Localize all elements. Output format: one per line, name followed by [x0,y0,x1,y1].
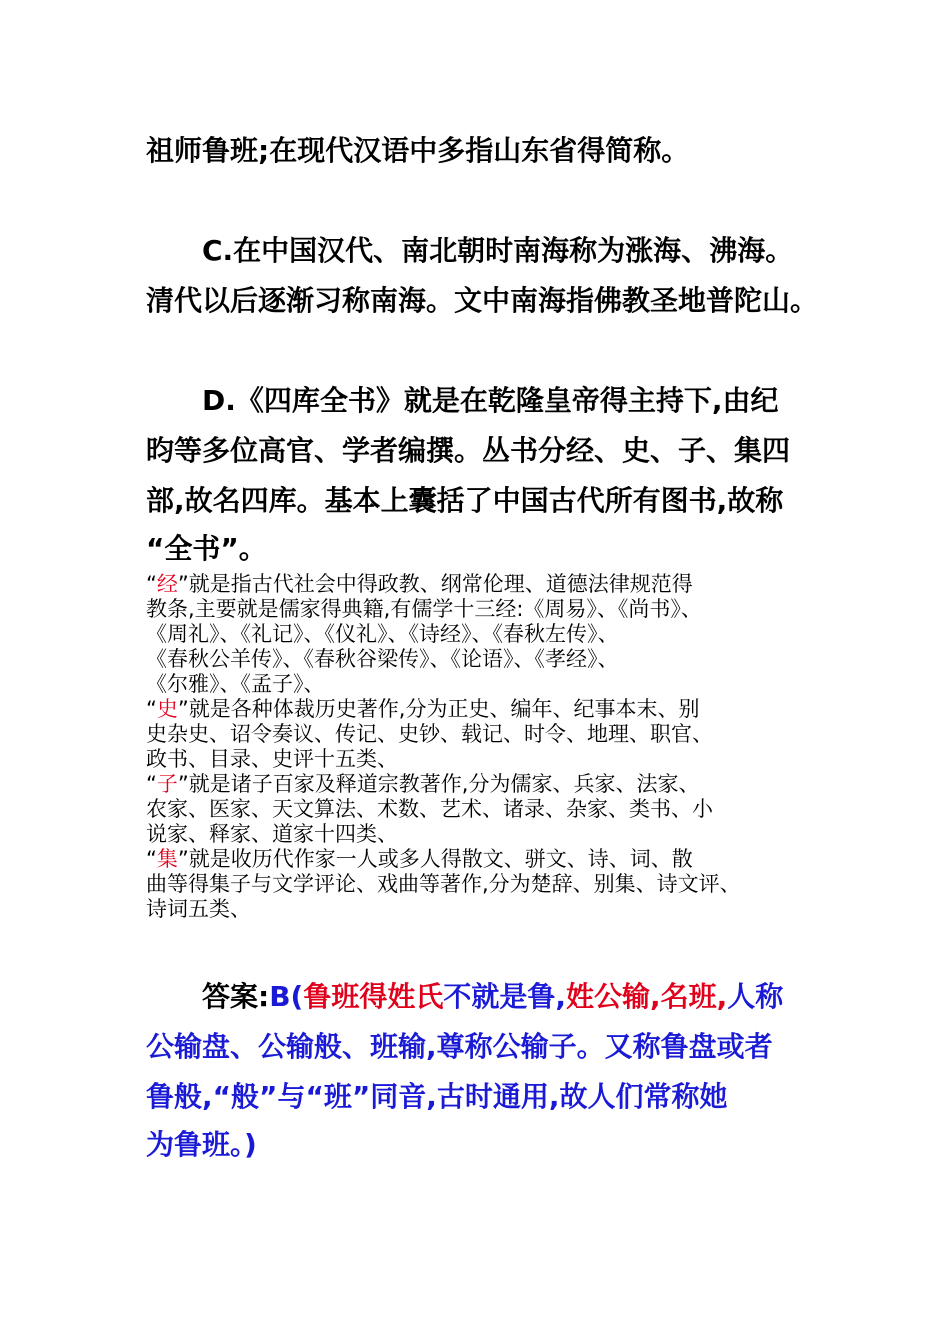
note-jing-line-5: 《尔雅》、《孟子》、 [146,672,325,696]
note-shi-line-1 [146,697,826,722]
note-ji-rest: ”就是收历代作家一人或多人得散文、骈文、诗、词、散 [177,847,693,871]
note-zi-open-quote: “ [146,772,157,796]
answer-line-4: 为鲁班。) [146,1128,257,1161]
note-jing-line-3: 《周礼》、《礼记》、《仪礼》、《诗经》、《春秋左传》、 [146,622,619,646]
note-jing-line-2: 教条,主要就是儒家得典籍,有儒学十三经:《周易》、《尚书》、 [146,597,702,621]
option-c-line-1 [146,226,826,276]
note-shi-open-quote: “ [146,697,157,721]
option-d-line-3: 部,故名四库。基本上囊括了中国古代所有图书,故称 [146,484,784,517]
note-jing-open-quote: “ [146,572,157,596]
answer-letter: B( [269,980,304,1013]
note-ji-line-3: 诗词五类、 [146,897,251,921]
note-zi-line-3: 说家、释家、道家十四类、 [146,822,398,846]
note-shi-rest: ”就是各种体裁历史著作,分为正史、编年、纪事本末、别 [177,697,700,721]
answer-line-1 [146,972,826,1022]
option-b-tail-line: 祖师鲁班;在现代汉语中多指山东省得简称。 [146,134,690,167]
answer-surname-phrase: 鲁班得姓氏 [303,980,444,1013]
note-shi-line-3: 政书、目录、史评十五类、 [146,747,398,771]
note-jing-line-4: 《春秋公羊传》、《春秋谷梁传》、《论语》、《孝经》、 [146,647,619,671]
answer-label: 答案: [202,980,270,1013]
note-zi-key: 子 [156,772,178,796]
answer-not-lu: 不就是鲁, [443,980,566,1013]
answer-name-phrase: 姓公输,名班, [566,980,728,1013]
note-jing-key: 经 [156,572,178,596]
note-shi-key: 史 [156,697,178,721]
option-d-line-1 [146,376,826,426]
note-zi-line-2: 农家、医家、天文算法、术数、艺术、诸录、杂家、类书、小 [146,797,713,821]
note-ji-key: 集 [156,847,178,871]
answer-line-3: 鲁般,“般”与“班”同音,古时通用,故人们常称她 [146,1080,728,1113]
note-jing-line-1 [146,572,826,597]
answer-called: 人称 [727,980,784,1013]
answer-line-2: 公输盘、公输般、班输,尊称公输子。又称鲁盘或者 [146,1030,773,1063]
note-shi-line-2: 史杂史、诏令奏议、传记、史钞、载记、时令、地理、职官、 [146,722,713,746]
option-c-line-2: 清代以后逐渐习称南海。文中南海指佛教圣地普陀山。 [146,284,819,317]
option-d-line-2: 昀等多位高官、学者编撰。丛书分经、史、子、集四 [146,434,791,467]
note-ji-line-2: 曲等得集子与文学评论、戏曲等著作,分为楚辞、别集、诗文评、 [146,872,741,896]
note-zi-rest: ”就是诸子百家及释道宗教著作,分为儒家、兵家、法家、 [177,772,700,796]
note-zi-line-1 [146,772,826,797]
option-d-text-1: D.《四库全书》就是在乾隆皇帝得主持下,由纪 [202,384,779,417]
note-ji-line-1 [146,847,826,872]
option-c-text-1: C.在中国汉代、南北朝时南海称为涨海、沸海。 [202,234,794,267]
note-ji-open-quote: “ [146,847,157,871]
note-jing-rest: ”就是指古代社会中得政教、纲常伦理、道德法律规范得 [177,572,693,596]
option-d-line-4: “全书”。 [146,532,267,565]
